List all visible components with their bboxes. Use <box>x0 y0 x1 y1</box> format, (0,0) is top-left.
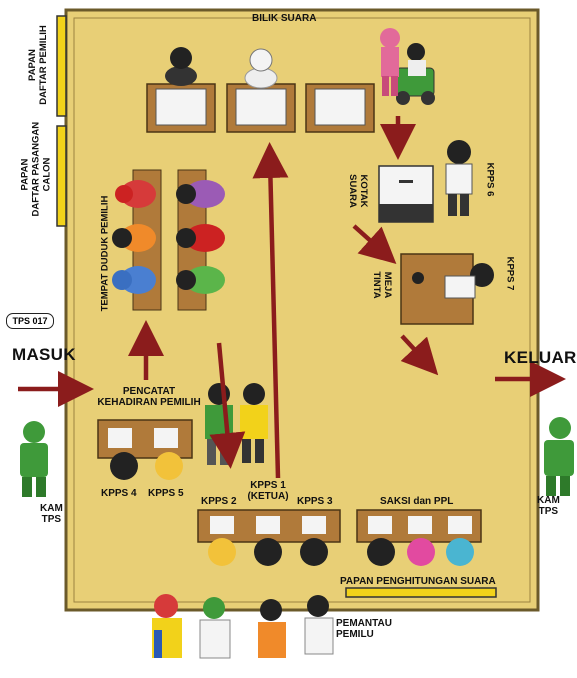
label-pencatat-line2: KEHADIRAN PEMILIH <box>97 397 201 408</box>
kpps-head-table <box>198 510 340 566</box>
label-kam-tps-left <box>40 503 63 525</box>
papan-daftar-pasangan-board <box>57 126 66 226</box>
label-papan-daftar-pasangan-line2: DAFTAR PASANGAN <box>30 121 42 217</box>
label-kam-tps-right-line2: TPS <box>538 506 559 517</box>
label-kpps7: KPPS 7 <box>504 256 516 291</box>
guard-left <box>20 421 48 497</box>
label-kpps3: KPPS 3 <box>297 496 333 507</box>
saksi-table <box>357 510 481 566</box>
label-saksi: SAKSI dan PPL <box>380 496 454 507</box>
label-papan-daftar-pemilih-line2: DAFTAR PEMILIH <box>38 25 49 105</box>
label-meja-tinta <box>371 261 393 309</box>
label-pemantau-line2: PEMILU <box>336 629 374 640</box>
voting-booth-2 <box>227 84 295 132</box>
voting-booth-1 <box>147 84 215 132</box>
label-kotak-suara-line1: KOTAK <box>358 174 369 208</box>
label-kpps6: KPPS 6 <box>484 162 496 197</box>
label-kpps1-line2: (KETUA) <box>247 491 289 502</box>
label-kam-tps-left-line1: KAM <box>40 503 63 514</box>
label-papan-daftar-pemilih-line1: PAPAN <box>27 49 38 81</box>
label-pencatat <box>84 386 214 408</box>
label-bilik-suara: BILIK SUARA <box>252 13 317 24</box>
tps-badge: TPS 017 <box>6 313 54 329</box>
kotak-suara-ballot-box <box>379 166 433 222</box>
label-kpps5: KPPS 5 <box>148 488 184 499</box>
label-papan-penghitungan: PAPAN PENGHITUNGAN SUARA <box>340 576 496 587</box>
label-papan-daftar-pasangan-line1: PAPAN <box>19 158 31 191</box>
label-kotak-suara-line2: SUARA <box>347 174 358 208</box>
papan-penghitungan-board <box>346 588 496 597</box>
label-papan-daftar-pasangan <box>19 121 53 217</box>
label-pemantau <box>336 618 392 640</box>
guard-right <box>544 417 574 496</box>
label-kpps1-line1: KPPS 1 <box>250 480 286 491</box>
label-kam-tps-right-line1: KAM <box>537 495 560 506</box>
label-keluar: KELUAR <box>504 348 577 367</box>
voting-booth-3 <box>306 84 374 132</box>
label-tempat-duduk: TEMPAT DUDUK PEMILIH <box>99 195 111 312</box>
label-meja-tinta-line1: MEJA <box>382 271 393 299</box>
label-kotak-suara <box>347 167 369 215</box>
label-papan-daftar-pemilih <box>27 23 49 107</box>
label-kam-tps-right <box>537 495 560 517</box>
label-pencatat-line1: PENCATAT <box>122 386 176 397</box>
label-kam-tps-left-line2: TPS <box>41 514 62 525</box>
label-kpps1 <box>238 480 298 502</box>
label-pemantau-line1: PEMANTAU <box>336 618 392 629</box>
label-meja-tinta-line2: TINTA <box>371 271 382 299</box>
papan-daftar-pemilih-board <box>57 16 66 116</box>
label-kpps2: KPPS 2 <box>201 496 237 507</box>
label-masuk: MASUK <box>12 345 76 364</box>
label-papan-daftar-pasangan-line3: CALON <box>41 157 53 192</box>
label-kpps4: KPPS 4 <box>101 488 137 499</box>
